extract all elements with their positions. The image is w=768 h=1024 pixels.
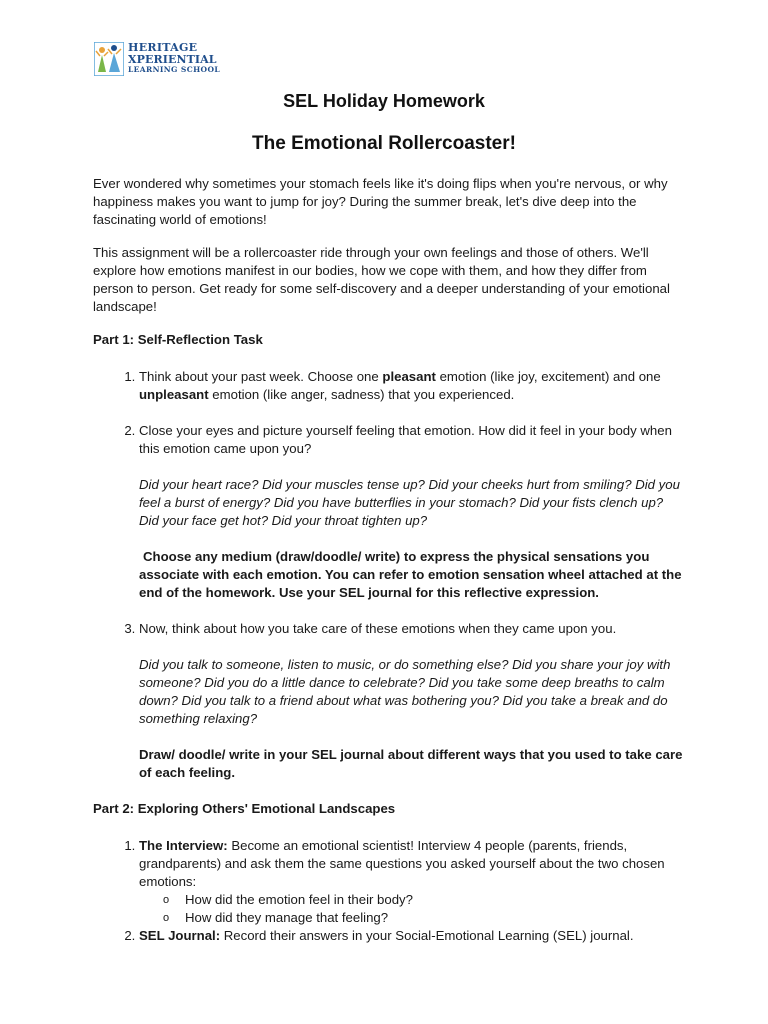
part2-list xyxy=(93,837,683,945)
document-subtitle: The Emotional Rollercoaster! xyxy=(252,133,516,154)
part1-heading: Part 1: Self-Reflection Task xyxy=(93,332,263,347)
interview-sub-list xyxy=(139,891,683,927)
intro-paragraph-2: This assignment will be a rollercoaster ride through your own feelings and those of others. We'll explore how emotions manifest in our bodies, how we cope with them, and how they differ from person to person. Get ready for some self-discovery and a deeper understanding of your emotional landscape! xyxy=(93,245,670,314)
part1-item-2 xyxy=(139,422,683,602)
intro-paragraph-1: Ever wondered why sometimes your stomach feels like it's doing flips when you're nervous, or why happiness makes you want to jump for joy? During the summer break, let's dive deep into the fascinating world of emotions! xyxy=(93,176,668,227)
sub-item: o How did they manage that feeling? xyxy=(163,909,683,927)
item2-text: 2. Close your eyes and picture yourself feeling that emotion. How did it feel in your body when this emotion came upon you? xyxy=(139,423,672,456)
logo-line-2: XPERIENTIAL xyxy=(128,52,217,66)
part1-list xyxy=(93,368,683,782)
document-body xyxy=(93,175,683,945)
part2-heading: Part 2: Exploring Others' Emotional Landscapes xyxy=(93,801,396,816)
journal-text: Record their answers in your Social-Emotional Learning (SEL) journal. xyxy=(220,928,634,943)
logo-line-1: HERITAGE xyxy=(128,41,198,54)
interview-text: Become an emotional scientist! Interview 4 people (parents, friends, grandparents) and ask them the same questions you asked yourself about the two chosen emotions: xyxy=(139,838,665,889)
part2-item-1 xyxy=(139,837,683,927)
part2-item-2 xyxy=(139,927,683,945)
interview-label: The Interview: xyxy=(139,838,228,853)
item1-pleasant: pleasant xyxy=(382,369,436,384)
journal-label: SEL Journal: xyxy=(139,928,221,943)
school-logo xyxy=(94,42,244,80)
item1-text-a: Think about your past week. Choose one xyxy=(139,369,383,384)
sub-item: o How did the emotion feel in their body? xyxy=(163,891,683,909)
item3-bold-instruction: Draw/ doodle/ write in your SEL journal about different ways that you used to take care of each feeling. xyxy=(139,747,683,780)
document-title: SEL Holiday Homework xyxy=(283,91,485,111)
item3-italic-questions: Did you talk to someone, listen to music, or do something else? Did you share your joy with someone? Did you do a little dance to celebrate? Did you take some deep breaths to calm down? Did you talk to a friend about what was bothering you? Did you take a break and do something relaxing? xyxy=(139,657,671,726)
item2-italic-questions: Did your heart race? Did your muscles tense up? Did your cheeks hurt from smiling? Did you feel a burst of energy? Did you have butterflies in your stomach? Did your fists clench up? Did your face get hot? Did your throat tighten up? xyxy=(139,477,680,528)
item1-unpleasant: unpleasant xyxy=(139,387,209,402)
item1-text-c: emotion (like joy, excitement) and one xyxy=(435,369,661,384)
logo-line-3: LEARNING SCHOOL xyxy=(128,65,221,74)
logo-figures-icon xyxy=(94,42,124,76)
part1-item-3 xyxy=(139,620,683,782)
logo-wordmark xyxy=(128,42,220,75)
item2-bold-instruction: Choose any medium (draw/doodle/ write) to express the physical sensations you associate with each emotion. You can refer to emotion sensation wheel attached at the end of the homework. Use your SEL journal for this reflective expression. xyxy=(139,549,682,600)
part1-item-1 xyxy=(139,368,683,404)
item3-text: 3. Now, think about how you take care of these emotions when they came upon you. xyxy=(139,621,617,636)
item1-text-e: emotion (like anger, sadness) that you experienced. xyxy=(208,387,515,402)
